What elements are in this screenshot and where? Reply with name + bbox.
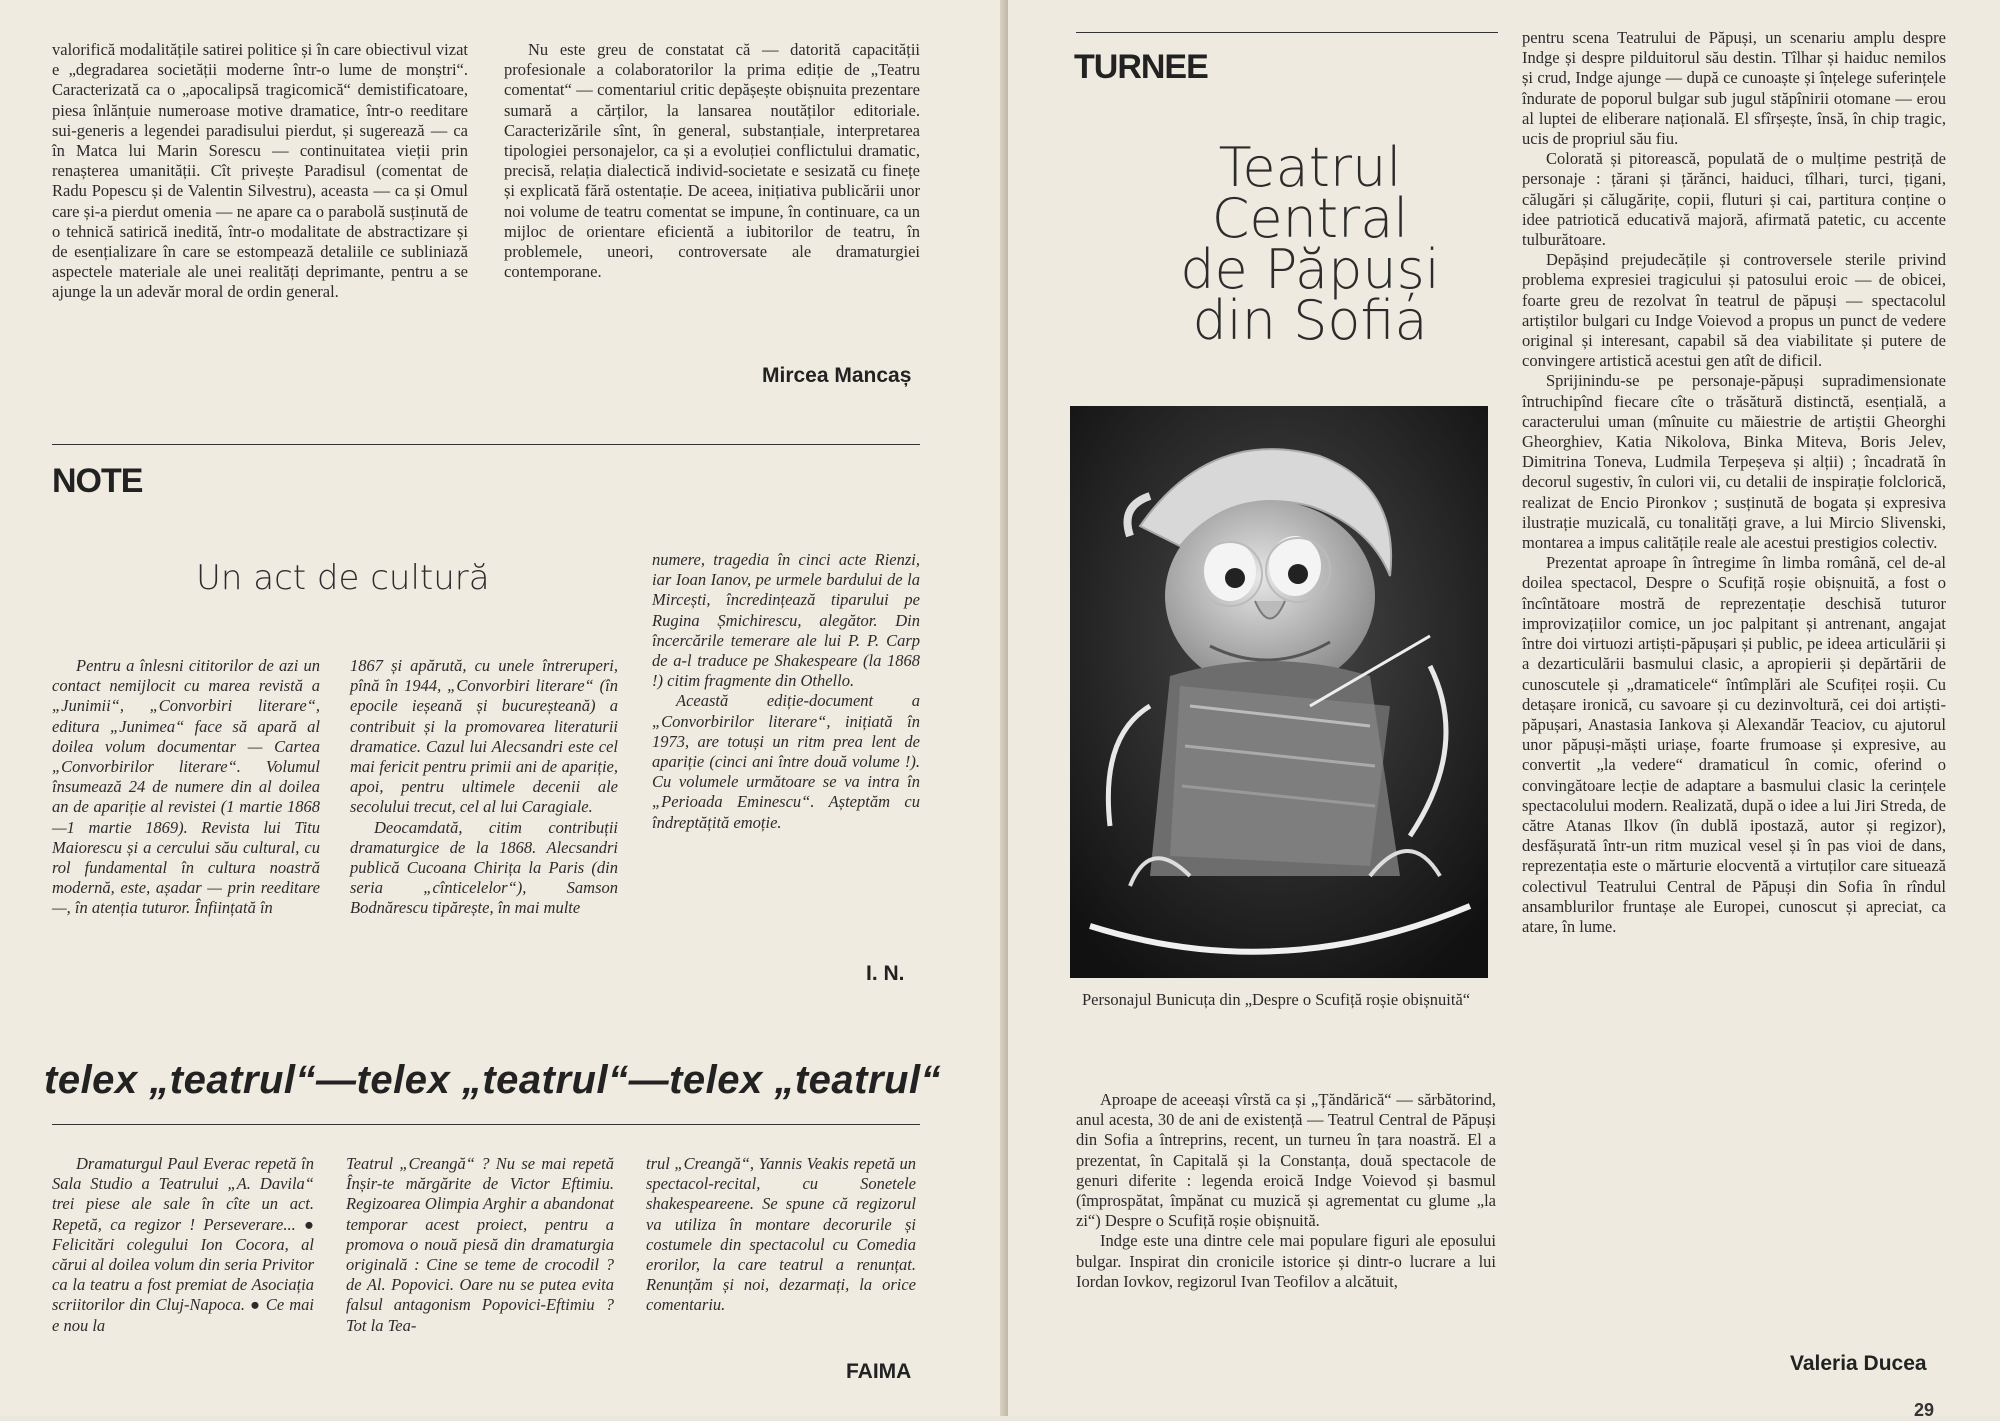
title-line: Central [1211,187,1409,250]
top-column-2 [504,40,920,282]
title-line: de Păpuși [1180,238,1440,301]
telex-heading: telex „teatrul“—telex „teatrul“—telex „teatrul“ [44,1058,942,1102]
paragraph: Sprijinindu-se pe personaje-păpuși supradimensionate întruchipînd fiecare cîte o trăsătură distinctă, esențială, a caracterului uman (mînuite cu măiestrie de artiștii Gheorghi Gheorghiev, Katia Nikolova, Binka Miteva, Boris Jelev, Dimitrina Toneva, Ludmila Terpeșeva și alții) ; încadrată în decorul sugestiv, în culori vii, cu detalii de inspirație folclorică, realizat de Encio Pironkov ; susținută de bogata și expresiva ilustrație muzicală, cu tonalități grave, a lui Mircio Slivenski, montarea a impus calitățile reale ale acestui prestigios colectiv. [1522,371,1946,553]
note-title: Un act de cultură [196,558,490,598]
note-signature: I. N. [866,962,905,985]
puppet-photo [1070,406,1488,978]
paragraph: pentru scena Teatrului de Păpuși, un scenariu amplu despre Indge și despre pilduitorul său destin. Tîlhar și haiduc nemilos și crud, Indge ajunge — după ce cunoaște și înțelege suferințele îndurate de poporul bulgar sub jugul stăpînirii otomane — erou al luptei de eliberare națională. El sfîrșește, însă, în chip tragic, ucis de propriul său fiu. [1522,28,1946,149]
puppet-photo-icon [1070,406,1488,978]
divider [52,1124,920,1125]
note-heading: NOTE [52,462,143,500]
page-number: 29 [1914,1400,1935,1420]
paragraph: Nu este greu de constatat că — datorită capacității profesionale a colaboratorilor la prima ediție de „Teatru comentat“ — comentariul critic depășește obișnuita prezentare sumară a cărților, la lansarea noutăților editoriale. Caracterizările sînt, în general, substanțiale, interpretarea tipologiei personajelor, ca și a evoluției conflictului dramatic, precisă, relația dialectică individ-societate e sesizată cu finețe și explicată fără ostentație. De aceea, inițiativa publicării unor noi volume de teatru comentat se impune, în continuare, ca un mijloc de orientare eficientă a iubitorilor de teatru, în problemele, uneori, controversate ale dramaturgiei contemporane. [504,40,920,282]
paragraph: numere, tragedia în cinci acte Rienzi, iar Ioan Ianov, pe urmele bardului de la Mircești, încredințează tiparului pe Rugina Șmichirescu, alegător. Din încercările temerare ale lui P. P. Carp de a-l traduce pe Shakespeare (la 1868 !) citim fragmente din Othello. [652,550,920,691]
article-signature: Valeria Ducea [1790,1352,1927,1375]
article-column-1 [1076,1090,1496,1292]
photo-caption: Personajul Bunicuța din „Despre o Scufiță roșie obișnuită“ [1082,990,1471,1009]
title-line: Teatrul [1218,136,1402,199]
section-heading: TURNEE [1074,48,1208,86]
paragraph: valorifică modalitățile satirei politice și în care obiectivul vizat e „degradarea societății moderne într-o lume de monștri“. Caracterizată ca o „apocalipsă tragicomică“ demistificatoare, piesa înlănțuie numeroase motive dramatice, într-o reeditare sui-generis a legendei paradisului pierdut, și sugerează — ca în Matca lui Marin Sorescu — continuitatea vieții prin renașterea umanității. Cît privește Paradisul (comentat de Radu Popescu și de Valentin Silvestru), aceasta — ca și Omul care și-a pierdut omenia — ne apare ca o parabolă susținută de o tehnică satirică inedită, într-o modalitate de abstractizare și de esențializare în care se estompează detaliile ce subliniază aspectele materiale ale unei realități deprimante, pentru a se ajunge la un adevăr moral de ordin general. [52,40,468,302]
top-column-1 [52,40,468,303]
article-title [1130,136,1490,352]
telex-column-3 [646,1154,916,1316]
paragraph: Dramaturgul Paul Everac repetă în Sala Studio a Teatrului „A. Davila“ trei piese ale sale în cîte un act. Repetă, ca regizor ! Perseverare... ● Felicitări colegului Ion Cocora, al cărui al doilea volum din seria Privitor ca la teatru a fost premiat de Asociația scriitorilor din Cluj-Napoca. ● Ce mai e nou la [52,1154,314,1335]
paragraph: Colorată și pitorească, populată de o mulțime pestriță de personaje : țărani și țărănci, haiduci, tîlhari, turci, țigani, călugări și călugărițe, copii, fluturi și cai, partitura conține o idee patriotică educativă majoră, afirmată patetic, cu accente tulburătoare. [1522,149,1946,250]
note-column-3 [652,550,920,833]
paragraph: trul „Creangă“, Yannis Veakis repetă un spectacol-recital, cu Sonetele shakespeareene. Se spune că regizorul va utiliza în montare decorurile și costumele din spectacolul cu Comedia erorilor, la care teatrul a renunțat. Renunțăm și noi, dezarmați, la orice comentariu. [646,1154,916,1315]
paragraph: Deocamdată, citim contribuții dramaturgice de la 1868. Alecsandri publică Cucoana Chirița la Paris (din seria „cînticelelor“), Samson Bodnărescu tipărește, în mai multe [350,817,618,918]
divider [1076,32,1498,33]
paragraph: Indge este una dintre cele mai populare figuri ale eposului bulgar. Inspirat din cronicile istorice și dintr-o lucrare a lui Iordan Iovkov, regizorul Ivan Teofilov a alcătuit, [1076,1231,1496,1291]
paragraph: Depășind prejudecățile și controversele sterile privind problema expresiei tragicului și patosului eroic — de obicei, foarte greu de rezolvat în teatrul de păpuși — spectacolul artiștilor bulgari cu Indge Voievod a propus un punct de vedere original și interesant, capabil să dea viabilitate și putere de convingere artistică acestui gen atît de dificil. [1522,250,1946,371]
paragraph: Teatrul „Creangă“ ? Nu se mai repetă Înșir-te mărgărite de Victor Eftimiu. Regizoarea Olimpia Arghir a abandonat temporar acest proiect, pentru a promova o nouă piesă din dramaturgia originală : Cine se teme de crocodil ? de Al. Popovici. Oare nu se putea evita falsul antagonism Popovici-Eftimiu ? Tot la Tea- [346,1154,614,1335]
telex-signature: FAIMA [846,1360,912,1383]
note-column-2 [350,656,618,919]
telex-column-2 [346,1154,614,1336]
top-signature: Mircea Mancaș [762,364,912,387]
note-column-1 [52,656,320,919]
divider [52,444,920,445]
telex-column-1 [52,1154,314,1336]
right-page [1008,0,2000,1420]
paragraph: 1867 și apărută, cu unele întreruperi, pînă în 1944, „Convorbiri literare“ (în epocile ieșeană și bucureșteană) a contribuit și la promovarea literaturii dramatice. Cazul lui Alecsandri este cel mai fericit pentru primii ani de apariție, apoi, pentru ultimele decenii ale secolului trecut, cel al lui Caragiale. [350,656,618,817]
paragraph: Prezentat aproape în întregime în limba română, cel de-al doilea spectacol, Despre o Scufiță roșie obișnuită, a fost o încîntătoare mostră de reprezentație deschisă tuturor improvizațiilor comice, un joc palpitant și antrenant, angajat între doi virtuozi artiști-păpușari și public, pe ideea articulării și a dezarticulării basmului clasic, a apropierii și depărtării de cunoscutele și „dramaticele“ întîmplări ale Scufiței roșii. Cu detașare ironică, cu savoare și cu dezinvoltură, cei doi artiști-păpușari, Anastasia Iankova și Alexandăr Teaciov, cu ajutorul unor păpuși-măști uriașe, foarte frumoase și expresive, au convertit „la vedere“ dramaticul în comic, oferind o convingătoare lecție de adaptare a basmului clasic la cerințele spectacolului modern. Realizată, după o idee a lui Jiri Streda, de către Atanas Ilkov (în dublă ipostază, autor și regizor), desfășurată într-un ritm muzical vesel și în pas vioi de dans, reprezentația este o mărturie elocventă a virtuților care situează colectivul Teatrului Central de Păpuși din Sofia în rîndul ansamblurilor fruntașe ale Europei, cunoscut și apreciat, ca atare, în lume. [1522,553,1946,936]
article-column-2 [1522,28,1946,937]
paragraph: Pentru a înlesni cititorilor de azi un contact nemijlocit cu marea revistă a „Junimii“, „Convorbiri literare“, editura „Junimea“ face să apară al doilea volum documentar — Cartea „Convorbirilor literare“. Volumul însumează 24 de numere din al doilea an de apariție al revistei (1 martie 1868—1 martie 1869). Revista lui Titu Maiorescu și a cercului său cultural, cu rol fundamental în cultura noastră modernă, este, așadar — prin reeditare —, în atenția tuturor. Înființată în [52,656,320,918]
title-line: din Sofia [1192,289,1428,352]
paragraph: Această ediție-document a „Convorbirilor literare“, inițiată în 1973, are totuși un ritm prea lent de apariție (cinci ani între două volume !). Cu volumele următoare se va intra în „Perioada Eminescu“. Așteptăm cu îndreptățită emoție. [652,691,920,832]
paragraph: Aproape de aceeași vîrstă ca și „Țăndărică“ — sărbătorind, anul acesta, 30 de ani de existență — Teatrul Central de Păpuși din Sofia a întreprins, recent, un turneu în țara noastră. El a prezentat, în Capitală și la Constanța, două spectacole de genuri diferite : legenda eroică Indge Voievod și basmul (împrospătat, împănat cu muzică și agrementat cu glume „la zi“) Despre o Scufiță roșie obișnuită. [1076,1090,1496,1231]
